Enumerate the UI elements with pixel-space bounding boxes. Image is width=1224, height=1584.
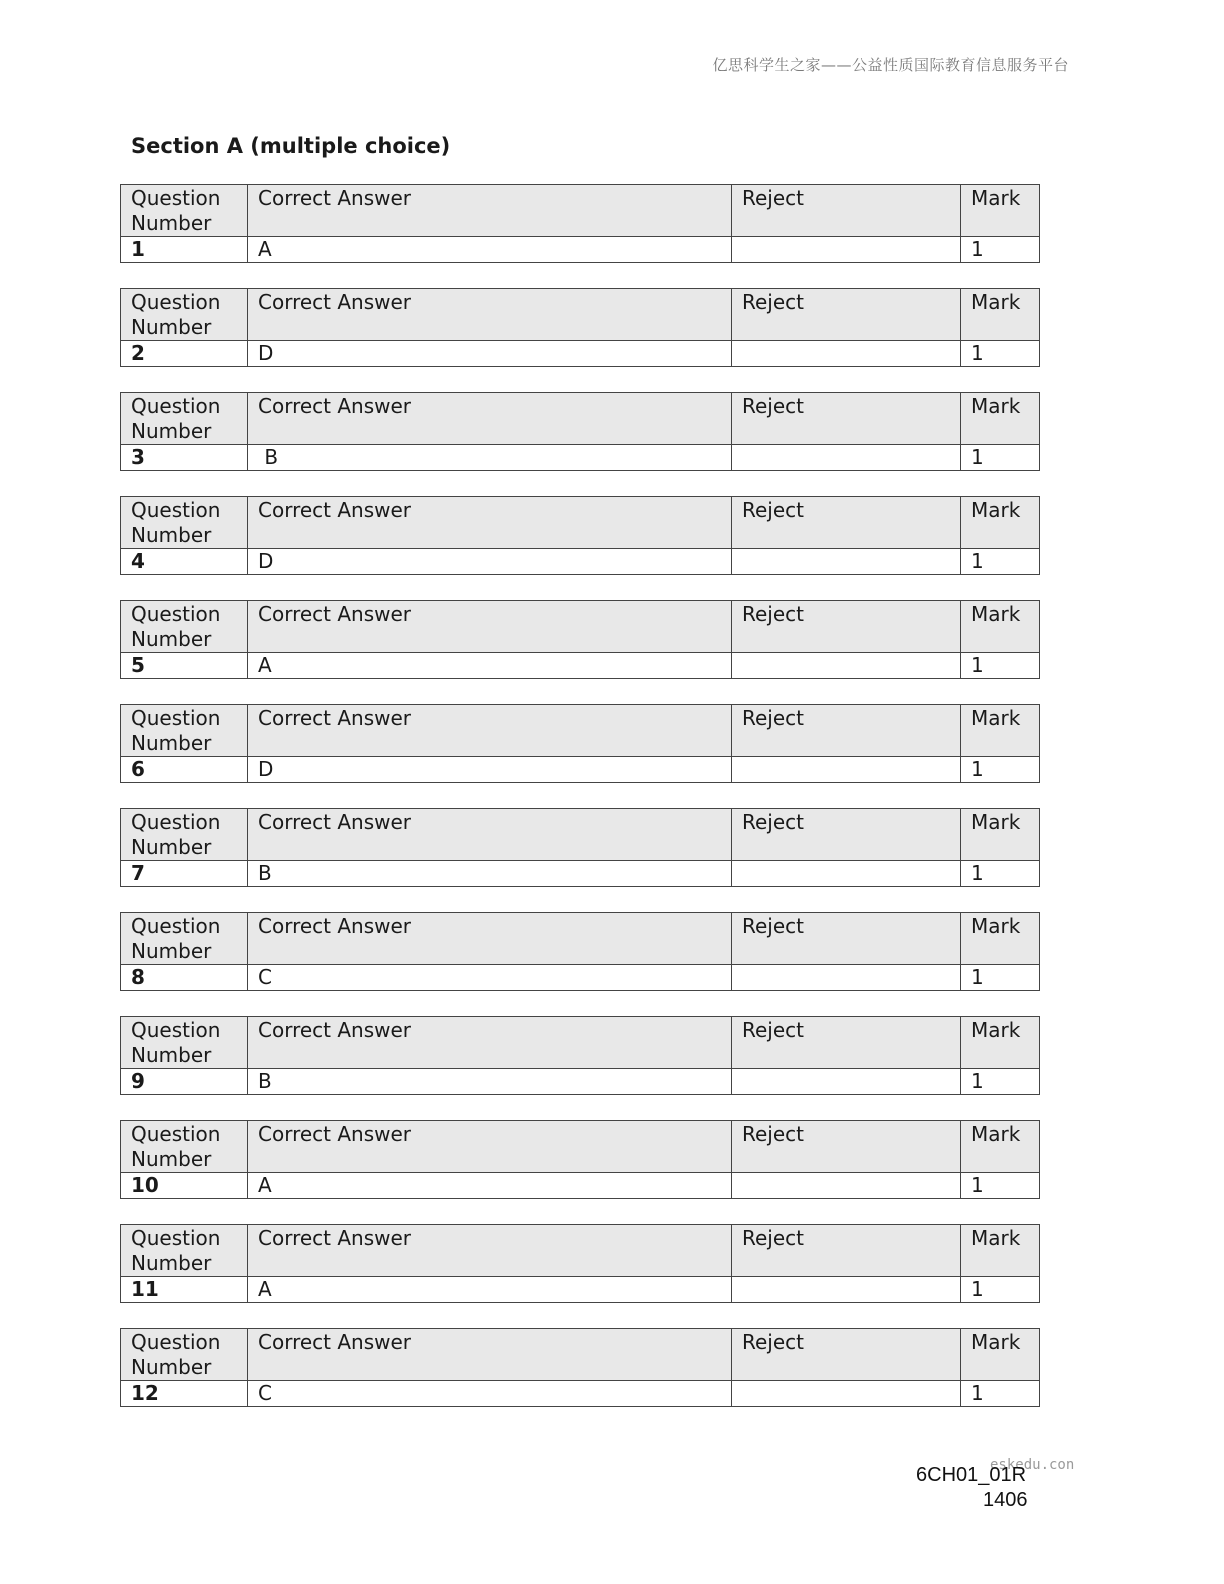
- header-mark: Mark: [961, 705, 1040, 757]
- table-row: [121, 965, 1040, 991]
- header-reject: Reject: [732, 913, 961, 965]
- table-header-row: [121, 1329, 1040, 1381]
- header-correct-answer: Correct Answer: [248, 393, 732, 445]
- mark-cell: 1: [961, 1069, 1040, 1095]
- question-number: 9: [121, 1069, 248, 1095]
- watermark: eskedu.con: [990, 1457, 1075, 1473]
- table-row: [121, 341, 1040, 367]
- header-correct-answer: Correct Answer: [248, 1329, 732, 1381]
- header-reject: Reject: [732, 289, 961, 341]
- header-reject: Reject: [732, 393, 961, 445]
- header-correct-answer: Correct Answer: [248, 705, 732, 757]
- table-header-row: [121, 601, 1040, 653]
- table-row: [121, 653, 1040, 679]
- table-header-row: [121, 1017, 1040, 1069]
- table-row: [121, 1173, 1040, 1199]
- header-question-number: Question Number: [121, 289, 248, 341]
- mark-cell: 1: [961, 237, 1040, 263]
- header-question-number: Question Number: [121, 601, 248, 653]
- question-number: 2: [121, 341, 248, 367]
- question-number: 12: [121, 1381, 248, 1407]
- header-correct-answer: Correct Answer: [248, 497, 732, 549]
- correct-answer: D: [248, 341, 732, 367]
- question-number: 1: [121, 237, 248, 263]
- header-question-number: Question Number: [121, 393, 248, 445]
- question-number: 10: [121, 1173, 248, 1199]
- mark-cell: 1: [961, 445, 1040, 471]
- header-mark: Mark: [961, 1121, 1040, 1173]
- correct-answer: B: [248, 861, 732, 887]
- reject-cell: [732, 653, 961, 679]
- question-table: [120, 288, 1040, 367]
- reject-cell: [732, 549, 961, 575]
- header-question-number: Question Number: [121, 1225, 248, 1277]
- header-mark: Mark: [961, 497, 1040, 549]
- mark-cell: 1: [961, 965, 1040, 991]
- header-question-number: Question Number: [121, 705, 248, 757]
- correct-answer: A: [248, 653, 732, 679]
- header-mark: Mark: [961, 809, 1040, 861]
- reject-cell: [732, 341, 961, 367]
- table-header-row: [121, 393, 1040, 445]
- header-correct-answer: Correct Answer: [248, 1121, 732, 1173]
- question-table: [120, 1016, 1040, 1095]
- header-note: 亿思科学生之家——公益性质国际教育信息服务平台: [712, 56, 1069, 74]
- header-mark: Mark: [961, 601, 1040, 653]
- header-mark: Mark: [961, 913, 1040, 965]
- table-row: [121, 549, 1040, 575]
- header-reject: Reject: [732, 601, 961, 653]
- correct-answer: A: [248, 1277, 732, 1303]
- header-correct-answer: Correct Answer: [248, 1225, 732, 1277]
- table-header-row: [121, 289, 1040, 341]
- question-table: [120, 1328, 1040, 1407]
- header-reject: Reject: [732, 1329, 961, 1381]
- header-mark: Mark: [961, 393, 1040, 445]
- reject-cell: [732, 445, 961, 471]
- section-title: Section A (multiple choice): [131, 134, 451, 158]
- correct-answer: C: [248, 965, 732, 991]
- question-table: [120, 912, 1040, 991]
- question-number: 7: [121, 861, 248, 887]
- mark-cell: 1: [961, 1381, 1040, 1407]
- table-row: [121, 861, 1040, 887]
- question-number: 8: [121, 965, 248, 991]
- header-mark: Mark: [961, 1225, 1040, 1277]
- header-question-number: Question Number: [121, 1017, 248, 1069]
- header-correct-answer: Correct Answer: [248, 601, 732, 653]
- header-mark: Mark: [961, 289, 1040, 341]
- correct-answer: B: [248, 1069, 732, 1095]
- header-correct-answer: Correct Answer: [248, 185, 732, 237]
- reject-cell: [732, 1069, 961, 1095]
- table-header-row: [121, 185, 1040, 237]
- header-question-number: Question Number: [121, 1329, 248, 1381]
- correct-answer: D: [248, 757, 732, 783]
- mark-cell: 1: [961, 549, 1040, 575]
- header-mark: Mark: [961, 1329, 1040, 1381]
- table-row: [121, 1069, 1040, 1095]
- header-correct-answer: Correct Answer: [248, 913, 732, 965]
- table-header-row: [121, 705, 1040, 757]
- correct-answer: A: [248, 1173, 732, 1199]
- header-mark: Mark: [961, 185, 1040, 237]
- question-table: [120, 704, 1040, 783]
- header-reject: Reject: [732, 497, 961, 549]
- reject-cell: [732, 1277, 961, 1303]
- correct-answer: A: [248, 237, 732, 263]
- header-correct-answer: Correct Answer: [248, 809, 732, 861]
- header-reject: Reject: [732, 185, 961, 237]
- question-number: 4: [121, 549, 248, 575]
- header-reject: Reject: [732, 1225, 961, 1277]
- table-row: [121, 1381, 1040, 1407]
- session-code: 1406: [983, 1489, 1028, 1511]
- question-table: [120, 392, 1040, 471]
- header-reject: Reject: [732, 705, 961, 757]
- header-mark: Mark: [961, 1017, 1040, 1069]
- mark-cell: 1: [961, 341, 1040, 367]
- question-table: [120, 600, 1040, 679]
- question-number: 5: [121, 653, 248, 679]
- header-question-number: Question Number: [121, 913, 248, 965]
- table-row: [121, 1277, 1040, 1303]
- header-reject: Reject: [732, 1121, 961, 1173]
- table-header-row: [121, 1225, 1040, 1277]
- table-header-row: [121, 1121, 1040, 1173]
- question-number: 6: [121, 757, 248, 783]
- question-table: [120, 1120, 1040, 1199]
- mark-cell: 1: [961, 861, 1040, 887]
- reject-cell: [732, 1381, 961, 1407]
- table-row: [121, 445, 1040, 471]
- question-table: [120, 1224, 1040, 1303]
- correct-answer: C: [248, 1381, 732, 1407]
- table-header-row: [121, 809, 1040, 861]
- header-correct-answer: Correct Answer: [248, 289, 732, 341]
- table-row: [121, 237, 1040, 263]
- reject-cell: [732, 757, 961, 783]
- mark-cell: 1: [961, 1277, 1040, 1303]
- mark-cell: 1: [961, 1173, 1040, 1199]
- question-table: [120, 496, 1040, 575]
- mark-cell: 1: [961, 757, 1040, 783]
- question-table: [120, 808, 1040, 887]
- table-header-row: [121, 913, 1040, 965]
- header-question-number: Question Number: [121, 809, 248, 861]
- question-number: 3: [121, 445, 248, 471]
- header-question-number: Question Number: [121, 185, 248, 237]
- paper-code: 6CH01_01R: [916, 1464, 1027, 1486]
- reject-cell: [732, 861, 961, 887]
- header-question-number: Question Number: [121, 497, 248, 549]
- reject-cell: [732, 237, 961, 263]
- question-tables: [120, 184, 1039, 1432]
- reject-cell: [732, 1173, 961, 1199]
- question-number: 11: [121, 1277, 248, 1303]
- correct-answer: D: [248, 549, 732, 575]
- mark-cell: 1: [961, 653, 1040, 679]
- header-correct-answer: Correct Answer: [248, 1017, 732, 1069]
- header-reject: Reject: [732, 1017, 961, 1069]
- header-question-number: Question Number: [121, 1121, 248, 1173]
- question-table: [120, 184, 1040, 263]
- table-header-row: [121, 497, 1040, 549]
- reject-cell: [732, 965, 961, 991]
- correct-answer: B: [248, 445, 732, 471]
- table-row: [121, 757, 1040, 783]
- header-reject: Reject: [732, 809, 961, 861]
